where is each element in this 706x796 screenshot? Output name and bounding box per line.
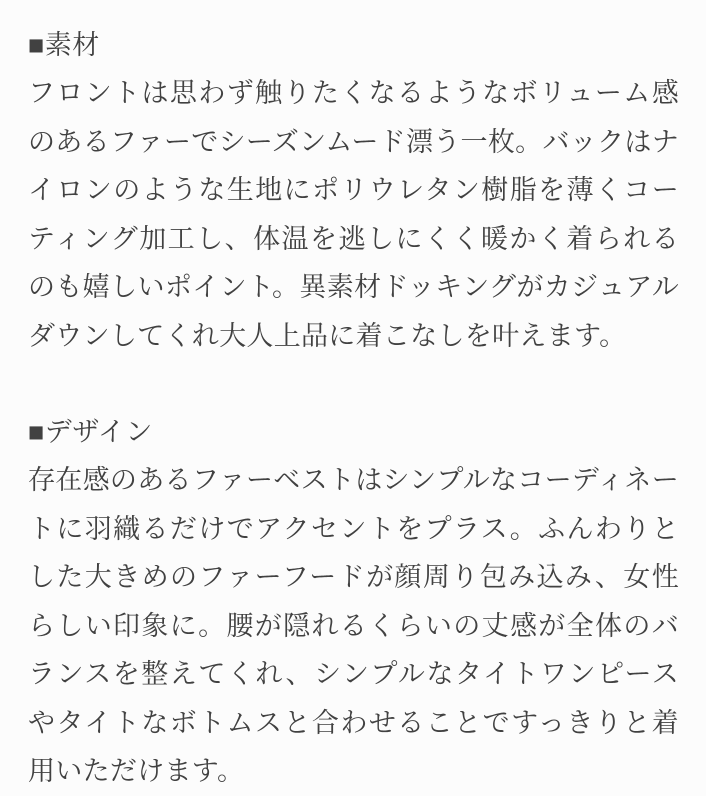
design-section-heading: ■デザイン bbox=[28, 417, 153, 447]
design-section bbox=[28, 408, 679, 796]
design-section-body: 存在感のあるファーベストはシンプルなコーディネートに羽織るだけでアクセントをプラス。ふんわりとした大きめのファーフードが顔周り包み込み、女性らしい印象に。腰が隠れるくらいの丈感が全体のバランスを整えてくれ、シンプルなタイトワンピースやタイトなボトムスと合わせることですっきりと着用いただけます。 bbox=[28, 465, 679, 786]
material-section-heading: ■素材 bbox=[28, 30, 100, 60]
material-section-body: フロントは思わず触りたくなるようなボリューム感のあるファーでシーズンムード漂う一枚。バックはナイロンのような生地にポリウレタン樹脂を薄くコーティング加工し、体温を逃しにくく暖かく着られるのも嬉しいポイント。異素材ドッキングがカジュアルダウンしてくれ大人上品に着こなしを叶えます。 bbox=[28, 78, 679, 351]
material-section bbox=[28, 21, 679, 360]
